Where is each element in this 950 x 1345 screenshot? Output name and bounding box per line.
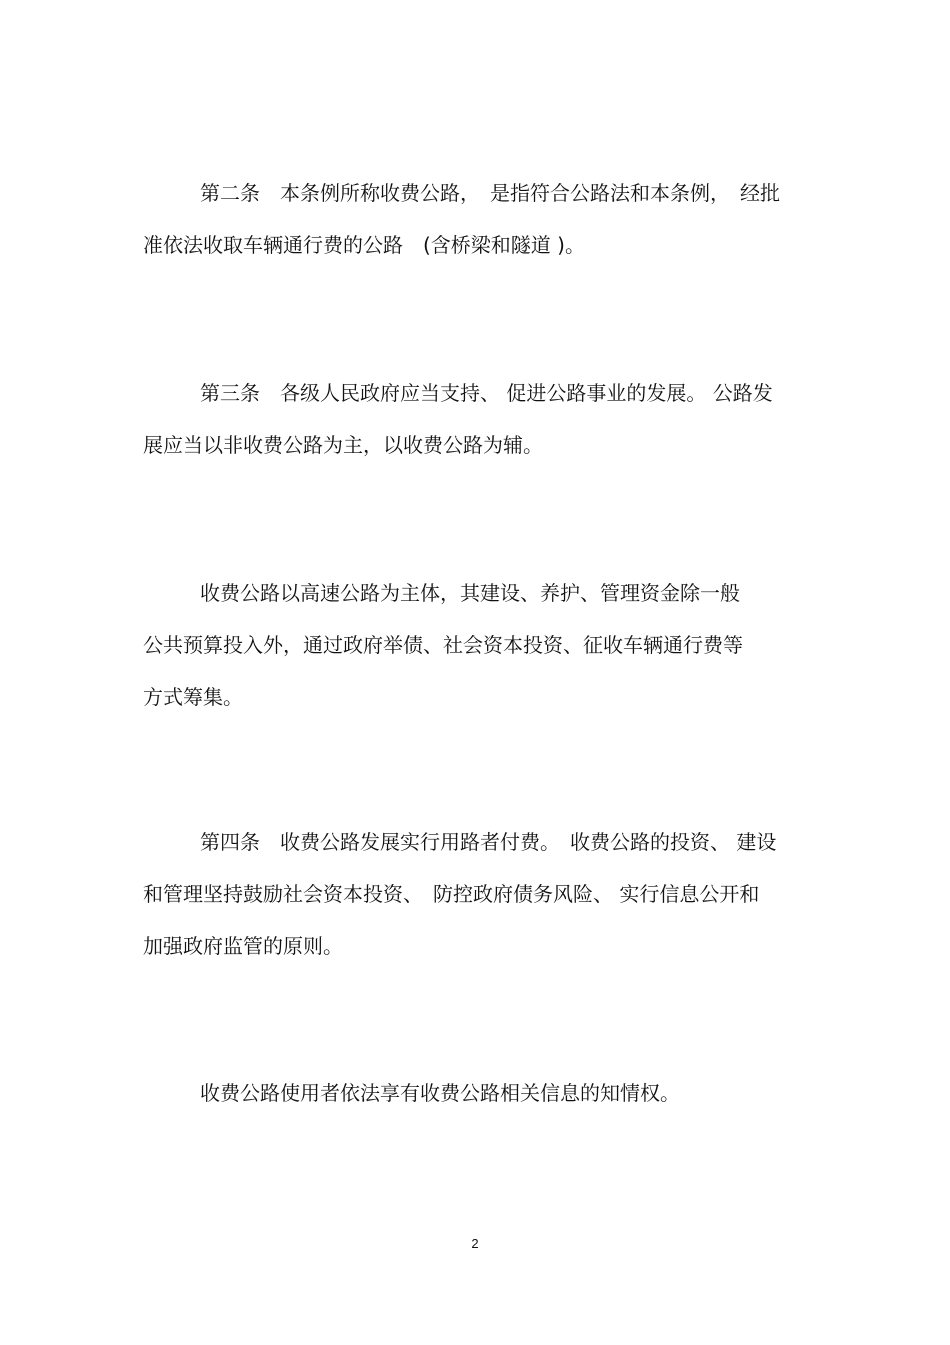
article-4-para-2-line-1: 收费公路使用者依法享有收费公路相关信息的知情权。 bbox=[200, 1081, 680, 1105]
article-3-line-2: 展应当以非收费公路为主，以收费公路为辅。 bbox=[143, 433, 543, 457]
article-4-line-3: 加强政府监管的原则。 bbox=[143, 934, 343, 958]
article-2-line-2: 准依法收取车辆通行费的公路 (含桥梁和隧道 )。 bbox=[143, 233, 585, 257]
page-number: 2 bbox=[471, 1236, 479, 1251]
article-2-line-1: 第二条 本条例所称收费公路， 是指符合公路法和本条例， 经批 bbox=[200, 181, 780, 205]
article-3-para-2-line-1: 收费公路以高速公路为主体，其建设、养护、管理资金除一般 bbox=[200, 581, 740, 605]
article-3-para-2-line-2: 公共预算投入外，通过政府举债、社会资本投资、征收车辆通行费等 bbox=[143, 633, 743, 657]
article-3-line-1: 第三条 各级人民政府应当支持、 促进公路事业的发展。 公路发 bbox=[200, 381, 773, 405]
article-3-para-2-line-3: 方式筹集。 bbox=[143, 685, 243, 709]
article-4-line-1: 第四条 收费公路发展实行用路者付费。 收费公路的投资、 建设 bbox=[200, 830, 777, 854]
article-4-line-2: 和管理坚持鼓励社会资本投资、 防控政府债务风险、 实行信息公开和 bbox=[143, 882, 760, 906]
